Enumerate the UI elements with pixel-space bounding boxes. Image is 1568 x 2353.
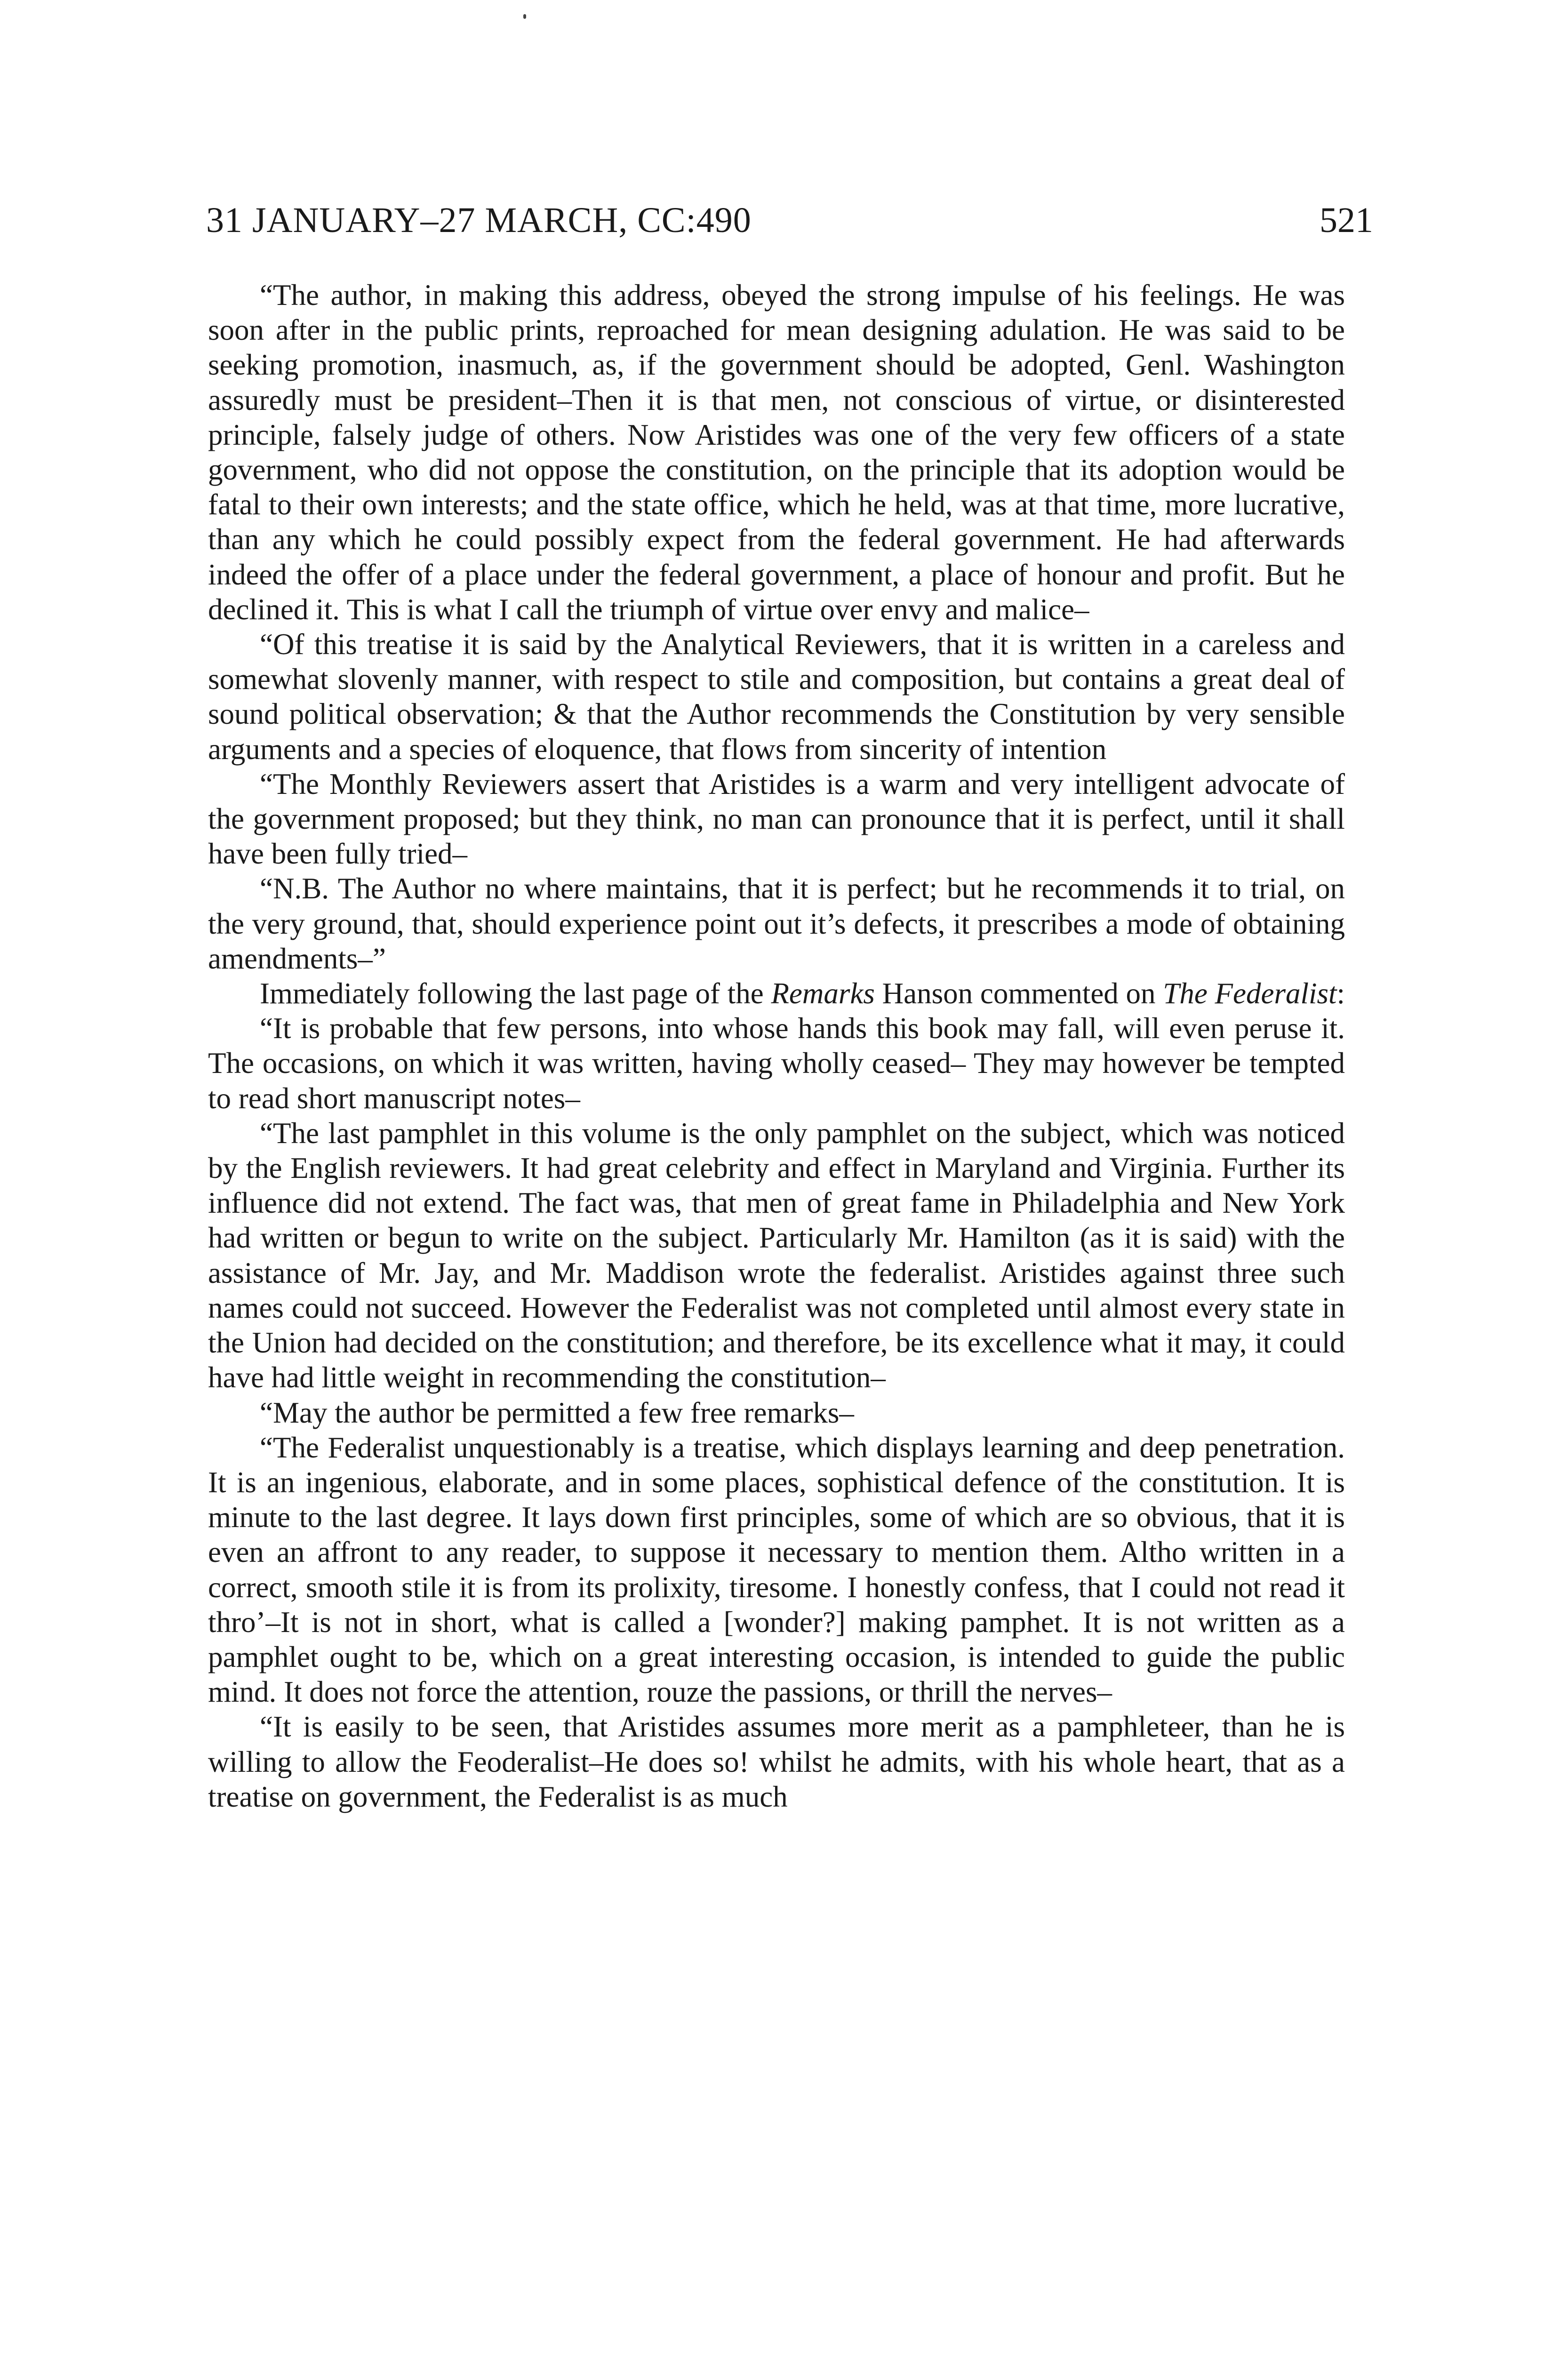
- editorial-transition: [208, 976, 1345, 1011]
- remarks-title: Remarks: [771, 977, 875, 1010]
- page-number: 521: [1320, 200, 1373, 240]
- paragraph: “May the author be permitted a few free remarks–: [260, 1396, 854, 1429]
- paragraph: “The Monthly Reviewers assert that Aristides is a warm and very intelligent advocate of the government proposed; but they think, no man can pronounce that it is perfect, until it shall have been fully tried–: [208, 767, 1345, 871]
- paragraph: “The last pamphlet in this volume is the only pamphlet on the subject, which was noticed by the English reviewers. It had great celebrity and effect in Maryland and Virginia. Further its influence did not extend. The fact was, that men of great fame in Philadelphia and New York had written or begun to write on the subject. Particularly Mr. Hamilton (as it is said) with the assistance of Mr. Jay, and Mr. Maddison wrote the federalist. Aristides against three such names could not succeed. However the Federalist was not completed until almost every state in the Union had decided on the constitution; and therefore, be its excellence what it may, it could have had little weight in recommending the constitution–: [208, 1116, 1345, 1394]
- scan-speck: [523, 14, 526, 19]
- paragraph: “Of this treatise it is said by the Analytical Reviewers, that it is written in a careless and somewhat slovenly manner, with respect to stile and composition, but contains a great deal of sound political observation; & that the Author recommends the Constitution by very sensible arguments and a species of eloquence, that flows from sincerity of intention: [208, 628, 1345, 766]
- paragraph: “N.B. The Author no where maintains, that it is perfect; but he recommends it to trial, on the very ground, that, should experience point out it’s defects, it prescribes a mode of obtaining amendments–”: [208, 872, 1345, 975]
- transition-text: :: [1336, 977, 1345, 1010]
- paragraph: “The author, in making this address, obeyed the strong impulse of his feelings. He was soon after in the public prints, reproached for mean designing adulation. He was said to be seeking promotion, inasmuch, as, if the government should be adopted, Genl. Washington assuredly must be president–Then it is that men, not conscious of virtue, or disinterested principle, falsely judge of others. Now Aristides was one of the very few officers of a state government, who did not oppose the constitution, on the principle that its adoption would be fatal to their own interests; and the state office, which he held, was at that time, more lucrative, than any which he could possibly expect from the federal government. He had afterwards indeed the offer of a place under the federal government, a place of honour and profit. But he declined it. This is what I call the triumph of virtue over envy and malice–: [208, 279, 1345, 626]
- paragraph: “The Federalist unquestionably is a treatise, which displays learning and deep penetration. It is an ingenious, elaborate, and in some places, sophistical defence of the constitution. It is minute to the last degree. It lays down first principles, some of which are so obvious, that it is even an affront to any reader, to suppose it necessary to mention them. Altho written in a correct, smooth stile it is from its prolixity, tiresome. I honestly confess, that I could not read it thro’–It is not in short, what is called a [wonder?] making pamphet. It is not written as a pamphlet ought to be, which on a great interesting occasion, is intended to guide the public mind. It does not force the attention, rouze the passions, or thrill the nerves–: [208, 1431, 1345, 1709]
- paragraph: “It is probable that few persons, into whose hands this book may fall, will even peruse it. The occasions, on which it was written, having wholly ceased– They may however be tempted to read short manuscript notes–: [208, 1012, 1345, 1115]
- page-header: [206, 197, 1373, 244]
- transition-text: Hanson commented on: [874, 977, 1163, 1010]
- transition-text: Immediately following the last page of the: [260, 977, 771, 1010]
- federalist-title: The Federalist: [1163, 977, 1337, 1010]
- running-head: 31 JANUARY–27 MARCH, CC:490: [206, 200, 752, 240]
- body-text: [208, 278, 1345, 1814]
- paragraph: “It is easily to be seen, that Aristides assumes more merit as a pamphleteer, than he is willing to allow the Feoderalist–He does so! whilst he admits, with his whole heart, that as a treatise on government, the Federalist is as much: [208, 1710, 1345, 1813]
